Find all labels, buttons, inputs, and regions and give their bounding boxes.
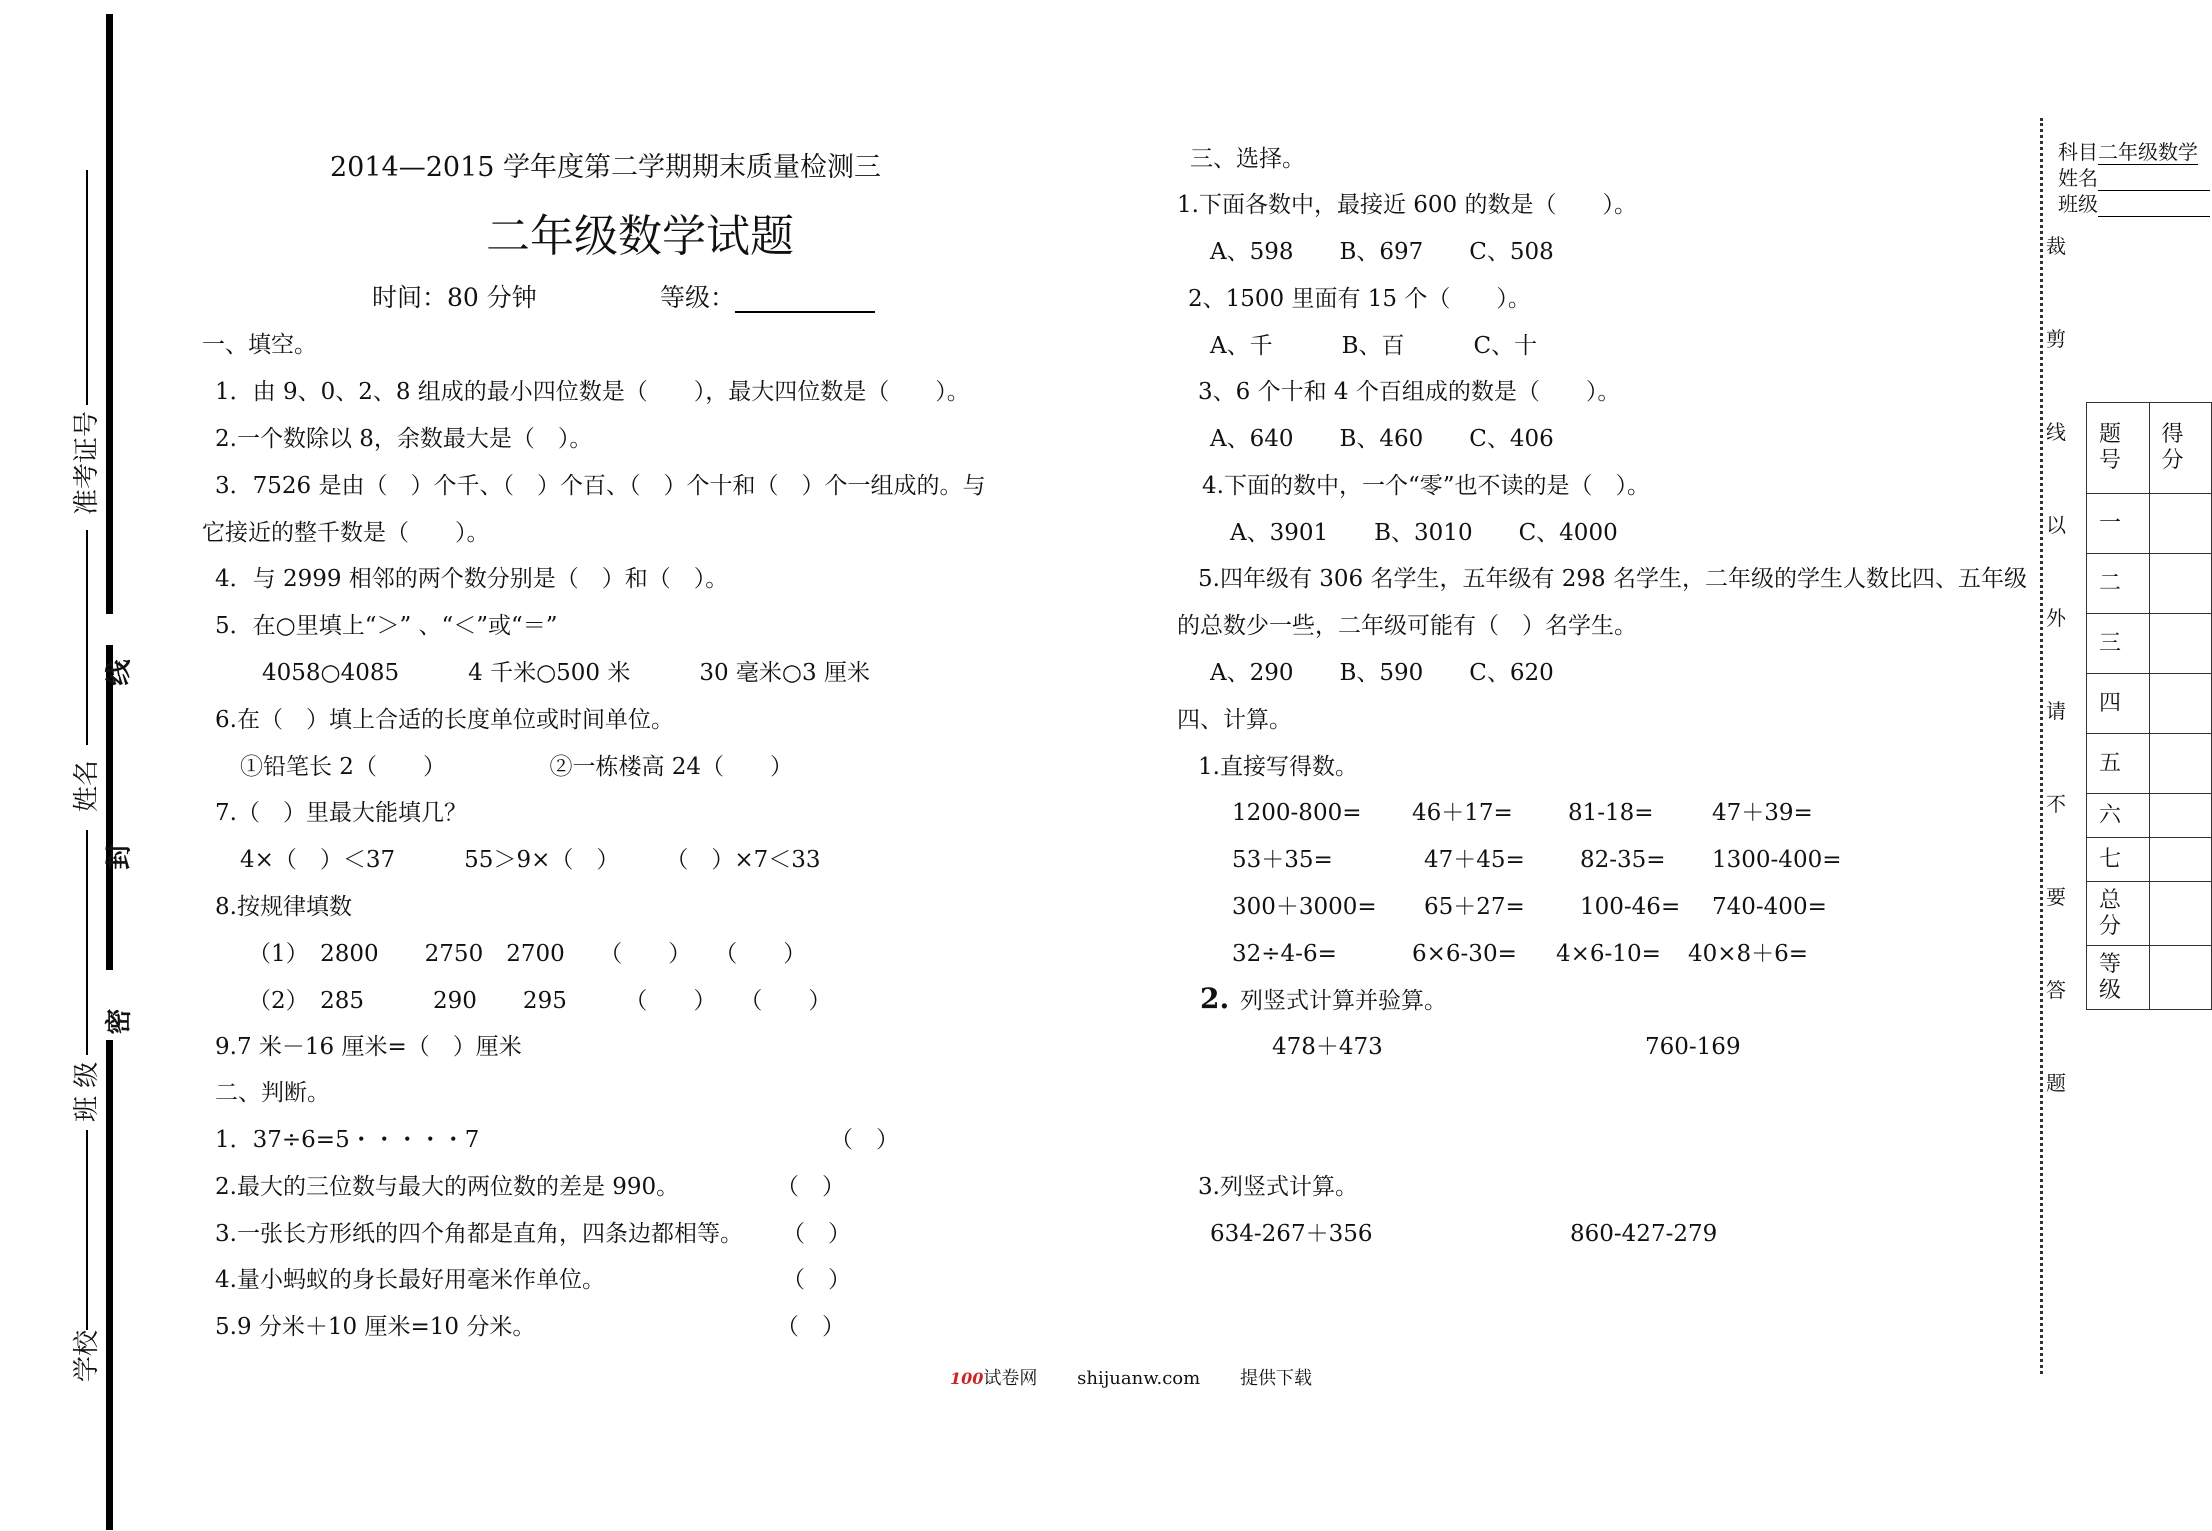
question-line: （2） 285 290 295 （ ） （ ）: [248, 988, 832, 1014]
score-table: [2086, 402, 2212, 1010]
grade-label: [660, 283, 875, 313]
question-line: 2.一个数除以 8，余数最大是（ ）。: [215, 426, 593, 452]
grade-blank[interactable]: [735, 287, 875, 313]
exam-subtitle: 2014—2015 学年度第二学期期末质量检测三: [330, 152, 882, 183]
score-row-label: 四: [2087, 674, 2150, 734]
score-cell[interactable]: [2149, 838, 2212, 882]
calc-cell: 53＋35=: [1232, 847, 1333, 873]
cut-char: 要: [2046, 885, 2066, 909]
time-label: 时间：80 分钟: [372, 283, 537, 312]
choice-line: 4.下面的数中，一个“零”也不读的是（ ）。: [1202, 473, 1650, 499]
footer: [950, 1364, 1312, 1390]
name-underline-2: [86, 830, 88, 1055]
cut-char: 以: [2046, 513, 2066, 537]
question-line: 7.（ ）里最大能填几？: [215, 800, 467, 826]
vertical-calc3-item: 634-267＋356: [1210, 1221, 1373, 1247]
vertical-calc-item: 478＋473: [1272, 1034, 1383, 1060]
site-domain[interactable]: shijuanw.com: [1077, 1368, 1201, 1389]
choice-options: A、千 B、百 C、十: [1210, 333, 1538, 359]
judge-paren[interactable]: （ ）: [782, 1267, 851, 1293]
question-line: 1．由 9、0、2、8 组成的最小四位数是（ ），最大四位数是（ ）。: [215, 379, 970, 405]
score-row-label: 三: [2087, 614, 2150, 674]
judge-paren[interactable]: （ ）: [776, 1174, 845, 1200]
choice-options: A、3901 B、3010 C、4000: [1230, 520, 1618, 546]
strip-class-blank[interactable]: [2098, 198, 2210, 217]
question-line: 4058○4085 4 千米○500 米 30 毫米○3 厘米: [262, 660, 870, 686]
score-row-label: 五: [2087, 734, 2150, 794]
cut-char: 外: [2046, 606, 2066, 630]
judge-item: 1．37÷6=5・・・・・7: [215, 1127, 480, 1153]
score-cell[interactable]: [2149, 674, 2212, 734]
score-row-label: 七: [2087, 838, 2150, 882]
cut-char: 线: [2046, 420, 2066, 444]
calc-cell: 47＋39=: [1712, 800, 1813, 826]
binding-bar-top: [106, 14, 113, 614]
judge-paren[interactable]: （ ）: [830, 1127, 899, 1153]
cut-char: 题: [2046, 1071, 2066, 1095]
seal-char-secret: 密: [104, 1008, 135, 1035]
score-cell[interactable]: [2149, 494, 2212, 554]
section-fill-blank: 一、填空。: [202, 332, 317, 358]
name-underline-1: [86, 530, 88, 745]
class-label: 班 级: [72, 1061, 102, 1122]
vertical-calc-item: 760-169: [1645, 1034, 1741, 1060]
calc-cell: 65＋27=: [1424, 894, 1525, 920]
calc-cell: 740-400=: [1712, 894, 1827, 920]
cut-line: [2040, 118, 2043, 1374]
class-underline: [86, 1130, 88, 1330]
vertical-calc-number: 2.: [1200, 982, 1230, 1015]
calc-cell: 81-18=: [1568, 800, 1654, 826]
site-logo: 100: [950, 1369, 984, 1388]
binding-bar-bottom: [106, 1040, 113, 1530]
exam-id-label: 准考证号: [72, 410, 102, 515]
grade-text: 等级：: [660, 283, 736, 312]
calc-title: 1.直接写得数。: [1198, 754, 1358, 780]
score-header-number: 题号: [2087, 403, 2150, 494]
calc-cell: 1200-800=: [1232, 800, 1362, 826]
vertical-calc3-title: 3.列竖式计算。: [1198, 1174, 1358, 1200]
choice-line: 的总数少一些，二年级可能有（ ）名学生。: [1177, 613, 1637, 639]
score-row-label: 等级: [2087, 946, 2150, 1010]
question-line: 4．与 2999 相邻的两个数分别是（ ）和（ ）。: [215, 566, 729, 592]
score-header-score: 得分: [2149, 403, 2212, 494]
score-row-label: 总分: [2087, 882, 2150, 946]
cut-char: 剪: [2046, 327, 2066, 351]
cut-char: 不: [2046, 792, 2066, 816]
site-name: 试卷网: [983, 1368, 1038, 1389]
calc-cell: 1300-400=: [1712, 847, 1842, 873]
judge-paren[interactable]: （ ）: [782, 1221, 851, 1247]
calc-cell: 47＋45=: [1424, 847, 1525, 873]
calc-cell: 40×8＋6=: [1688, 941, 1809, 967]
vertical-calc3-item: 860-427-279: [1570, 1221, 1718, 1247]
question-line: 它接近的整千数是（ ）。: [202, 520, 490, 546]
score-row-label: 一: [2087, 494, 2150, 554]
choice-options: A、290 B、590 C、620: [1210, 660, 1554, 686]
question-line: （1） 2800 2750 2700 （ ） （ ）: [248, 941, 807, 967]
strip-name-label: 姓名: [2058, 166, 2098, 190]
vertical-calc-title: 列竖式计算并验算。: [1240, 988, 1447, 1014]
calc-cell: 32÷4-6=: [1232, 941, 1337, 967]
subject-value: 二年级数学: [2098, 140, 2198, 164]
choice-options: A、598 B、697 C、508: [1210, 239, 1554, 265]
question-line: 4×（ ）＜37 55＞9×（ ） （ ）×7＜33: [240, 847, 821, 873]
question-line: 9.7 米－16 厘米=（ ）厘米: [215, 1034, 522, 1060]
calc-cell: 82-35=: [1580, 847, 1666, 873]
strip-subject: [2058, 136, 2198, 165]
calc-cell: 100-46=: [1580, 894, 1681, 920]
question-line: 6.在（ ）填上合适的长度单位或时间单位。: [215, 707, 674, 733]
score-cell[interactable]: [2149, 614, 2212, 674]
cut-char: 裁: [2046, 234, 2066, 258]
score-cell[interactable]: [2149, 734, 2212, 794]
calc-cell: 6×6-30=: [1412, 941, 1517, 967]
judge-paren[interactable]: （ ）: [776, 1314, 845, 1340]
judge-item: 5.9 分米＋10 厘米=10 分米。: [215, 1314, 536, 1340]
exam-title: 二年级数学试题: [486, 211, 794, 262]
choice-line: 2、1500 里面有 15 个（ ）。: [1188, 286, 1531, 312]
calc-cell: 4×6-10=: [1556, 941, 1661, 967]
cut-char: 请: [2046, 699, 2066, 723]
question-line: 3．7526 是由（ ）个千、（ ）个百、（ ）个十和（ ）个一组成的。与: [215, 473, 986, 499]
calc-cell: 46＋17=: [1412, 800, 1513, 826]
score-cell[interactable]: [2149, 946, 2212, 1010]
section-calc: 四、计算。: [1177, 707, 1292, 733]
cut-char: 答: [2046, 978, 2066, 1002]
section-choice: 三、选择。: [1190, 146, 1305, 172]
school-label: 学校: [72, 1329, 102, 1382]
score-cell[interactable]: [2149, 794, 2212, 838]
choice-line: 3、6 个十和 4 个百组成的数是（ ）。: [1198, 379, 1621, 405]
provide-download: 提供下载: [1239, 1368, 1312, 1389]
judge-item: 3.一张长方形纸的四个角都是直角，四条边都相等。: [215, 1221, 743, 1247]
question-line: 8.按规律填数: [215, 894, 352, 920]
score-row-label: 二: [2087, 554, 2150, 614]
strip-name: [2058, 162, 2210, 191]
subject-label: 科目: [2058, 140, 2098, 164]
choice-line: 1.下面各数中，最接近 600 的数是（ ）。: [1177, 192, 1637, 218]
calc-cell: 300＋3000=: [1232, 894, 1377, 920]
question-line: ①铅笔长 2（ ） ②一栋楼高 24（ ）: [240, 754, 794, 780]
exam-id-underline: [86, 170, 88, 405]
score-cell[interactable]: [2149, 554, 2212, 614]
seal-char-line: 线: [104, 659, 135, 686]
score-row-label: 六: [2087, 794, 2150, 838]
score-cell[interactable]: [2149, 882, 2212, 946]
strip-class: [2058, 188, 2210, 217]
choice-line: 5.四年级有 306 名学生，五年级有 298 名学生，二年级的学生人数比四、五年级: [1198, 566, 2027, 592]
binding-bar-mid: [106, 645, 113, 970]
name-label: 姓名: [72, 759, 102, 812]
judge-item: 2.最大的三位数与最大的两位数的差是 990。: [215, 1174, 680, 1200]
seal-char-seal: 封: [104, 843, 135, 870]
strip-class-label: 班级: [2058, 192, 2098, 216]
choice-options: A、640 B、460 C、406: [1210, 426, 1554, 452]
section-judge: 二、判断。: [215, 1080, 330, 1106]
judge-item: 4.量小蚂蚁的身长最好用毫米作单位。: [215, 1267, 605, 1293]
question-line: 5．在○里填上“＞” 、“＜”或“＝”: [215, 613, 558, 639]
